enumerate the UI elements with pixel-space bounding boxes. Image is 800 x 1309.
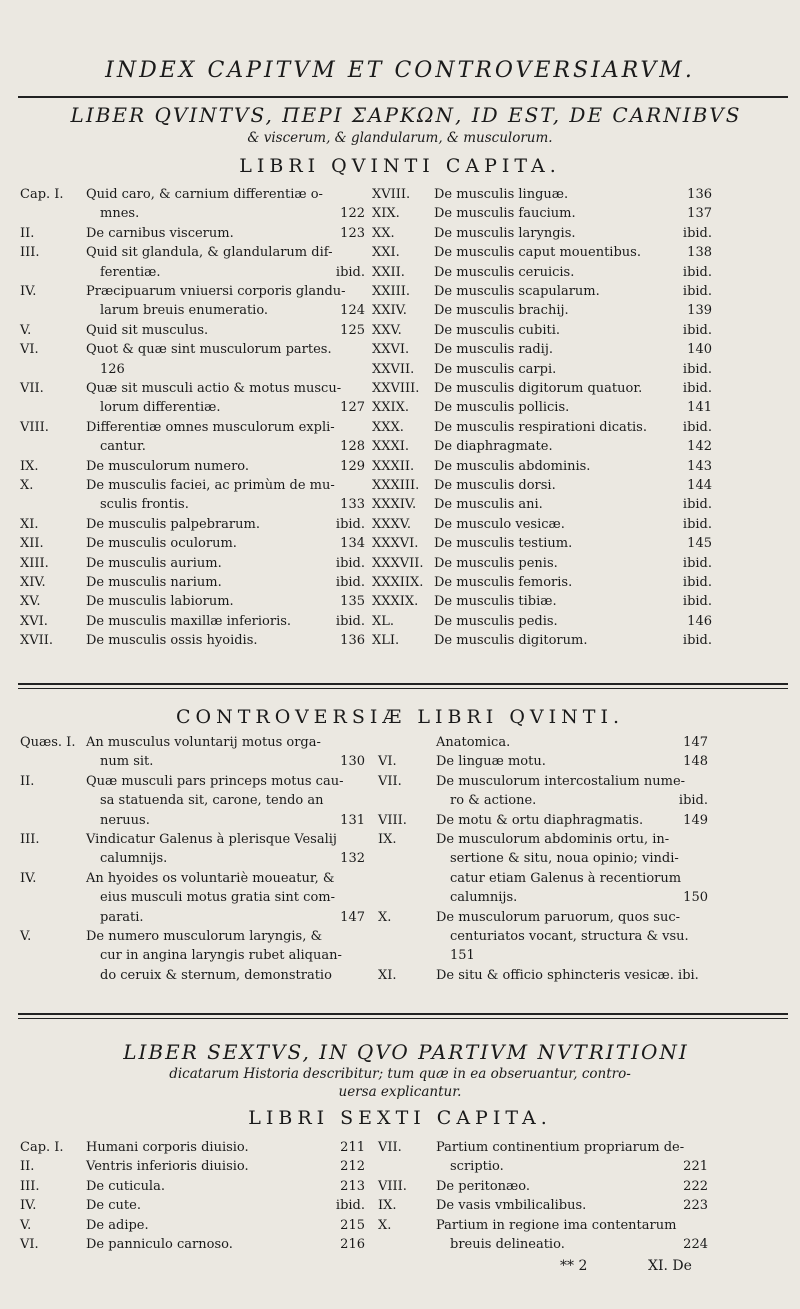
book6-right-page: 222 [683,1178,708,1194]
section-rule-2 [18,1013,788,1019]
book5-right-entry [372,322,712,341]
section-rule-1 [18,683,788,689]
book5-right-text: De musculis abdominis. [434,458,591,474]
book6-subtitle-line1: dicatarum Historia describitur; tum quæ in ea obseruantur, contro- [169,1066,631,1082]
controversy-left-page: 130 [340,754,365,770]
book5-left-entry [20,613,365,632]
book5-right-entry [372,244,712,263]
book5-right-number: XXXIIX. [372,575,424,590]
controversy-left-text: parati. [100,909,144,925]
book5-left-page: ibid. [335,575,365,590]
book5-left-number: IX. [20,458,39,474]
catchword: XI. De [648,1258,692,1274]
book5-right-entry [372,399,712,418]
book5-left-text: De musculis faciei, ac primùm de mu- [86,478,335,493]
controversy-right-text: 151 [450,948,475,964]
book6-left-number: II. [20,1159,35,1175]
book6-right-entry [378,1197,708,1216]
book6-left-page: 213 [340,1178,365,1194]
controversy-left-text: calumnijs. [100,851,168,867]
book5-right-text: De musculis carpi. [434,361,557,377]
book5-left-text: cantur. [100,439,146,455]
book6-right-entry [378,1217,708,1256]
book5-right-text: De musculis faucium. [434,206,576,222]
controversy-right-text: De situ & officio sphincteris vesicæ. ibi. [436,967,699,983]
book6-right-entry [378,1178,708,1197]
book5-left-text: 126 [100,361,125,377]
book6-left-entry [20,1139,365,1158]
controversy-right-page: 147 [683,735,708,750]
book5-right-number: XXXVI. [372,536,419,552]
book5-left-number: V. [20,322,32,338]
book5-right-page: ibid. [682,594,712,610]
controversy-right-text: sertione & situ, noua opinio; vindi- [450,851,679,867]
book6-right-number: VIII. [378,1178,407,1194]
book6-left-page: 215 [340,1217,365,1233]
book5-left-page: 128 [340,439,365,455]
book6-chapters-heading: LIBRI SEXTI CAPITA. [248,1107,552,1129]
book6-subtitle-line2: uersa explicantur. [338,1084,462,1100]
controversy-left-text: cur in angina laryngis rubet aliquan- [100,948,342,964]
book5-right-entry [372,632,712,651]
book5-left-entry [20,535,365,554]
book5-left-text: De musculis oculorum. [86,536,237,552]
controversy-right-text: De musculorum intercostalium nume- [436,773,686,789]
controversy-right-entry [378,812,708,831]
book6-left-number: Cap. I. [20,1140,64,1155]
book5-right-page: ibid. [682,575,712,590]
book5-left-entry [20,244,365,283]
book6-left-page: 211 [340,1140,365,1155]
book5-right-number: XXXIII. [372,478,420,493]
book5-right-text: De musculis digitorum. [434,633,588,649]
controversy-left-page: 131 [340,812,365,828]
book5-left-text: De musculorum numero. [86,458,250,474]
book6-right-page: 224 [683,1236,708,1252]
book5-left-entry [20,322,365,341]
controversy-right-page: 149 [683,812,708,828]
book5-left-text: Quid sit glandula, & glandularum dif- [86,245,333,261]
book6-left-page: 216 [340,1237,365,1252]
book5-right-entry [372,593,712,612]
book5-left-entry [20,477,365,516]
book5-right-text: De diaphragmate. [434,439,553,455]
book5-left-text: sculis frontis. [100,497,189,513]
book5-right-page: 136 [687,187,712,202]
controversy-left-text: Vindicatur Galenus à plerisque Vesalij [86,832,337,847]
book5-right-number: XLI. [372,633,400,649]
book6-right-number: VII. [378,1140,402,1155]
book5-left-number: XV. [20,594,41,610]
book5-right-page: 145 [687,536,712,552]
controversy-left-text: num sit. [100,754,154,770]
book5-right-entry [372,516,712,535]
book6-left-page: ibid. [335,1198,365,1214]
book5-right-number: XXII. [372,264,405,280]
book5-left-number: III. [20,245,40,261]
book5-right-entry [372,341,712,360]
book5-left-text: mnes. [100,206,140,222]
book5-right-text: De musculis linguæ. [434,187,569,202]
book5-right-page: ibid. [682,322,712,338]
book6-left-number: III. [20,1178,40,1194]
book5-right-text: De musculis pollicis. [434,400,570,416]
controversy-left-text: An hyoides os voluntariè moueatur, & [86,870,335,886]
book5-left-number: XII. [20,536,44,552]
book5-left-text: De musculis palpebrarum. [86,516,260,532]
book5-right-number: XXV. [372,322,402,338]
book5-right-page: ibid. [682,264,712,280]
controversy-right-number: VIII. [378,812,407,828]
book5-right-number: XXI. [372,245,400,261]
book6-title: LIBER SEXTVS, IN QVO PARTIVM NVTRITIONI [123,1040,689,1064]
book5-right-number: XXXV. [372,516,412,532]
book5-right-page: ibid. [682,225,712,241]
book5-left-page: 125 [340,322,365,338]
book5-left-page: 124 [340,303,365,319]
controversies-heading: CONTROVERSIÆ LIBRI QVINTI. [175,706,625,728]
book5-left-entry [20,574,365,593]
controversy-right-text: De musculorum paruorum, quos suc- [436,909,681,925]
book6-right-text: scriptio. [450,1159,504,1175]
book5-left-page: 136 [340,633,365,649]
book6-left-entry [20,1236,365,1255]
book5-right-page: 146 [687,613,712,629]
book5-right-page: 143 [687,458,712,474]
book5-right-number: XXXI. [372,439,410,455]
book5-right-entry [372,555,712,574]
book6-left-number: V. [20,1217,32,1233]
controversy-left-entry [20,734,365,773]
book5-right-number: XXIX. [372,400,410,416]
book6-left-entry [20,1158,365,1177]
book5-right-number: XXXII. [372,458,415,474]
book5-title: LIBER QVINTVS, ΠΕΡΙ ΣΑΡΚΩΝ, ID EST, DE CARNIBVS [70,103,742,127]
book5-right-entry [372,535,712,554]
book5-left-page: 127 [340,400,365,416]
book5-right-entry [372,264,712,283]
book5-left-page: 122 [340,206,365,222]
controversy-right-number: VII. [378,773,402,789]
book5-right-text: De musculis digitorum quatuor. [434,381,643,396]
controversy-right-number: VI. [378,754,397,770]
header-rule [18,96,788,98]
book5-left-page: 134 [340,536,365,552]
book5-left-entry [20,555,365,574]
book5-right-entry [372,496,712,515]
book6-left-entry [20,1217,365,1236]
controversy-left-text: do ceruix & sternum, demonstratio [100,967,332,983]
book5-right-text: De musculis respirationi dicatis. [434,419,647,435]
book6-left-number: VI. [20,1237,39,1252]
controversy-right-entry [378,773,708,812]
book5-right-page: ibid. [682,555,712,571]
controversy-left-entry [20,928,365,986]
book5-right-entry [372,458,712,477]
book5-right-number: XXXVII. [372,555,424,571]
book6-left-page: 212 [340,1159,365,1175]
controversy-left-entry [20,831,365,870]
book5-left-number: VI. [20,342,39,358]
book5-right-number: XVIII. [372,187,411,202]
book5-right-number: XX. [372,225,395,241]
book5-left-page: ibid. [335,555,365,571]
book5-right-page: ibid. [682,361,712,377]
book6-left-text: Ventris inferioris diuisio. [86,1159,249,1175]
book5-left-entry [20,380,365,419]
book6-left-text: De cute. [86,1198,141,1214]
controversy-right-entry [378,753,708,772]
book5-left-entry [20,419,365,458]
book5-right-page: 137 [687,206,712,222]
book5-right-entry [372,205,712,224]
controversy-right-entry [378,909,708,967]
controversy-right-text: De motu & ortu diaphragmatis. [436,812,644,828]
book6-right-text: Partium in regione ima contentarum [436,1217,677,1233]
book6-right-entry [378,1139,708,1178]
book5-left-text: ferentiæ. [100,264,161,280]
book5-right-entry [372,574,712,593]
controversy-right-page: 150 [683,890,708,906]
book5-left-page: ibid. [335,613,365,629]
book5-right-page: ibid. [682,633,712,649]
book6-left-number: IV. [20,1198,37,1214]
book5-right-number: XIX. [372,206,400,222]
controversy-left-text: sa statuenda sit, carone, tendo an [100,793,324,809]
controversy-left-text: An musculus voluntarij motus orga- [86,735,321,750]
book5-left-entry [20,632,365,651]
controversy-left-page: 147 [340,909,365,925]
book5-right-entry [372,438,712,457]
controversy-right-text: ro & actione. [450,793,537,809]
book5-left-number: VIII. [20,419,49,435]
book6-right-text: breuis delineatio. [450,1236,565,1252]
book5-right-page: ibid. [682,497,712,513]
controversy-right-entry [378,831,708,909]
book5-left-number: X. [20,478,34,493]
book5-right-number: XXX. [372,419,404,435]
book5-right-number: XXIV. [372,303,407,319]
controversy-right-number: IX. [378,832,397,847]
book6-right-page: 223 [683,1198,708,1214]
book5-right-number: XXXIX. [372,594,419,610]
book5-left-text: Quid caro, & carnium differentiæ o- [86,187,323,202]
book6-right-text: De peritonæo. [436,1178,531,1194]
book5-right-page: ibid. [682,381,712,396]
book5-right-text: De musculis laryngis. [434,225,576,241]
book5-left-number: Cap. I. [20,187,64,202]
book5-left-entry [20,458,365,477]
book5-left-page: ibid. [335,516,365,532]
book5-left-number: II. [20,225,35,241]
controversy-left-number: III. [20,832,40,847]
book5-right-text: De musculis femoris. [434,575,573,590]
book5-left-text: De musculis narium. [86,575,222,590]
book5-right-text: De musculis penis. [434,555,558,571]
book5-right-text: De musculis cubiti. [434,322,561,338]
book5-left-text: Præcipuarum vniuersi corporis glandu- [86,284,346,299]
book5-right-text: De musculis dorsi. [434,478,556,493]
book5-right-page: 138 [687,245,712,261]
controversy-left-number: V. [20,929,32,944]
book5-left-page: 133 [340,497,365,513]
controversy-left-page: 132 [340,851,365,867]
book5-left-entry [20,593,365,612]
book5-right-page: 140 [687,342,712,358]
book5-right-text: De musculis caput mouentibus. [434,245,641,261]
book5-left-page: 123 [340,225,365,241]
controversy-right-entry [378,734,708,753]
book5-right-page: ibid. [682,516,712,532]
book6-right-number: IX. [378,1198,397,1214]
book5-right-entry [372,302,712,321]
book6-right-text: Partium continentium propriarum de- [436,1140,685,1155]
book5-left-entry [20,186,365,225]
controversy-right-page: 148 [683,754,708,770]
book5-right-entry [372,613,712,632]
controversy-right-text: calumnijs. [450,890,518,906]
book5-left-text: Quæ sit musculi actio & motus muscu- [86,381,342,396]
controversy-left-number: IV. [20,870,37,886]
controversy-left-text: De numero musculorum laryngis, & [86,929,323,944]
book5-left-text: Differentiæ omnes musculorum expli- [86,419,335,435]
book5-right-number: XXVIII. [372,381,420,396]
controversy-left-text: neruus. [100,812,150,828]
book5-right-text: De musculo vesicæ. [434,516,565,532]
book5-right-text: De musculis brachij. [434,303,569,319]
book5-left-number: XVII. [20,633,54,649]
controversy-right-entry [378,967,708,986]
book5-right-text: De musculis scapularum. [434,284,600,299]
book5-right-number: XL. [372,613,395,629]
book5-right-entry [372,380,712,399]
book5-left-entry [20,341,365,380]
controversy-left-text: Quæ musculi pars princeps motus cau- [86,773,344,789]
book5-left-number: XIV. [20,575,46,590]
book5-left-text: Quot & quæ sint musculorum partes. [86,342,332,358]
book5-left-number: VII. [20,381,44,396]
book5-right-page: 144 [687,478,712,493]
book6-right-text: De vasis vmbilicalibus. [436,1198,587,1214]
book5-right-page: 139 [687,303,712,319]
book5-right-text: De musculis ani. [434,497,543,513]
book6-left-text: De panniculo carnoso. [86,1237,233,1252]
book6-left-entry [20,1197,365,1216]
book5-left-number: XI. [20,516,39,532]
controversy-right-text: centuriatos vocant, structura & vsu. [450,928,689,944]
book5-subtitle: & viscerum, & glandularum, & musculorum. [247,130,553,146]
controversy-right-text: De linguæ motu. [436,754,546,770]
book5-left-page: 135 [340,594,365,610]
book5-left-text: De musculis ossis hyoidis. [86,633,258,649]
book6-left-entry [20,1178,365,1197]
book5-left-text: Quid sit musculus. [86,322,209,338]
book5-right-text: De musculis pedis. [434,613,558,629]
book5-right-number: XXVII. [372,361,415,377]
book5-left-text: De musculis labiorum. [86,594,234,610]
controversy-left-text: eius musculi motus gratia sint com- [100,890,335,906]
controversy-right-text: Anatomica. [436,735,511,750]
book5-left-entry [20,225,365,244]
book5-right-entry [372,186,712,205]
book5-right-entry [372,477,712,496]
controversy-left-entry [20,773,365,831]
controversy-left-entry [20,870,365,928]
book5-right-number: XXVI. [372,342,410,358]
book5-left-text: lorum differentiæ. [100,400,221,416]
book5-right-page: ibid. [682,419,712,435]
book5-right-page: 141 [687,400,712,416]
controversy-right-number: X. [378,909,392,925]
book5-right-page: 142 [687,439,712,455]
book5-right-entry [372,225,712,244]
book5-chapters-heading: LIBRI QVINTI CAPITA. [239,155,561,177]
book6-left-text: De adipe. [86,1217,149,1233]
book5-right-number: XXIII. [372,284,411,299]
book5-left-page: 129 [340,458,365,474]
book5-right-page: ibid. [682,284,712,299]
book5-left-text: De musculis aurium. [86,555,222,571]
book6-right-page: 221 [683,1159,708,1175]
book5-left-entry [20,516,365,535]
book5-left-number: XVI. [20,613,48,629]
controversy-left-number: II. [20,773,35,789]
controversy-right-page: ibid. [678,793,708,809]
controversy-right-text: De musculorum abdominis ortu, in- [436,832,670,847]
controversy-right-number: XI. [378,967,397,983]
book5-left-text: De carnibus viscerum. [86,225,234,241]
book5-left-text: larum breuis enumeratio. [100,303,269,319]
book6-left-text: Humani corporis diuisio. [86,1140,249,1155]
book5-right-entry [372,283,712,302]
book5-right-text: De musculis tibiæ. [434,594,557,610]
book5-left-number: XIII. [20,555,49,571]
book5-right-text: De musculis testium. [434,536,573,552]
book6-right-number: X. [378,1217,392,1233]
book5-left-entry [20,283,365,322]
book6-left-text: De cuticula. [86,1178,165,1194]
controversy-right-text: catur etiam Galenus à recentiorum [450,870,682,886]
book5-right-text: De musculis radij. [434,342,553,358]
book5-right-text: De musculis ceruicis. [434,264,575,280]
book5-right-entry [372,361,712,380]
book5-right-entry [372,419,712,438]
book5-left-number: IV. [20,284,37,299]
book5-left-page: ibid. [335,264,365,280]
book5-left-text: De musculis maxillæ inferioris. [86,613,292,629]
controversy-left-number: Quæs. I. [20,735,76,750]
book5-right-number: XXXIV. [372,497,417,513]
running-head: INDEX CAPITVM ET CONTROVERSIARVM. [105,58,695,83]
signature-mark: ** 2 [560,1258,588,1274]
